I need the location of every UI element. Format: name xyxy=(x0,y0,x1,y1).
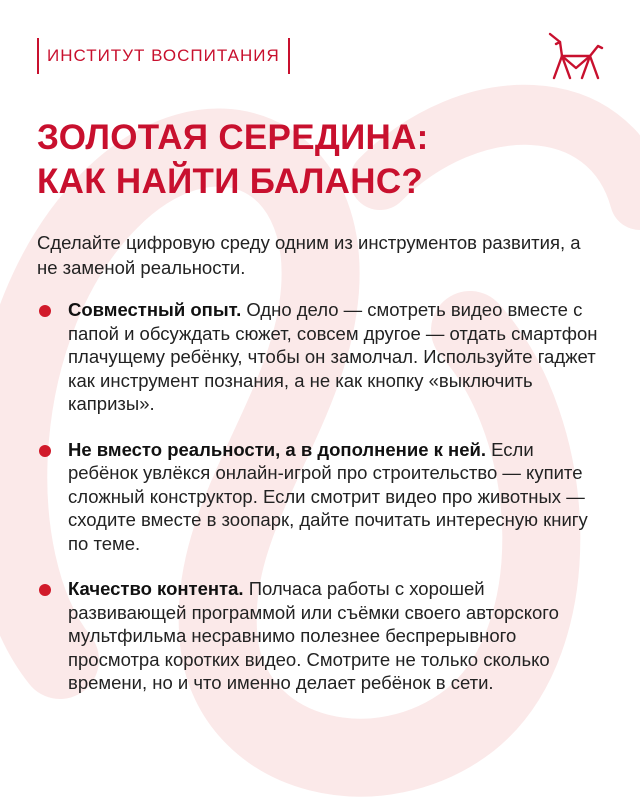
item-heading: Совместный опыт. xyxy=(68,299,242,320)
intro-text: Сделайте цифровую среду одним из инструментов развития, а не заменой реальности. xyxy=(37,232,581,278)
page-title xyxy=(37,116,429,204)
item-heading: Качество контента. xyxy=(68,578,244,599)
bullet-icon xyxy=(39,445,51,457)
item-text: Одно дело — смотреть видео вместе с папой и обсуждать сюжет, совсем другое — отдать смартфон плачущему ребёнку, чтобы он замолчал. Используйте гаджет как инструмент познания, а не как кнопку «выключить капризы». xyxy=(68,299,598,414)
brand-name: ИНСТИТУТ ВОСПИТАНИЯ xyxy=(47,46,280,65)
title-line-1: ЗОЛОТАЯ СЕРЕДИНА: xyxy=(37,118,429,157)
list-item xyxy=(37,577,607,695)
item-text: Если ребёнок увлёкся онлайн-игрой про строительство — купите сложный конструктор. Если смотрит видео про животных — сходите вместе в зоопарк, дайте почитать интересную книгу по теме. xyxy=(68,438,588,554)
list-item xyxy=(37,298,607,416)
header xyxy=(37,38,290,74)
bullet-icon xyxy=(39,584,51,596)
bullet-icon xyxy=(39,305,51,317)
item-text: Полчаса работы с хорошей развивающей программой или съёмки своего авторского мультфильма несравнимо полезнее беспрерывного просмотра коротких видео. Смотрите не только сколько времени, но и что именно делает ребёнок в сети. xyxy=(68,578,559,693)
tips-list xyxy=(37,298,607,695)
title-line-2: КАК НАЙТИ БАЛАНС? xyxy=(37,162,424,201)
horse-icon xyxy=(546,30,604,82)
header-bar-right xyxy=(288,38,290,74)
item-heading: Не вместо реальности, а в дополнение к ней. xyxy=(68,438,486,460)
list-item xyxy=(37,438,607,556)
